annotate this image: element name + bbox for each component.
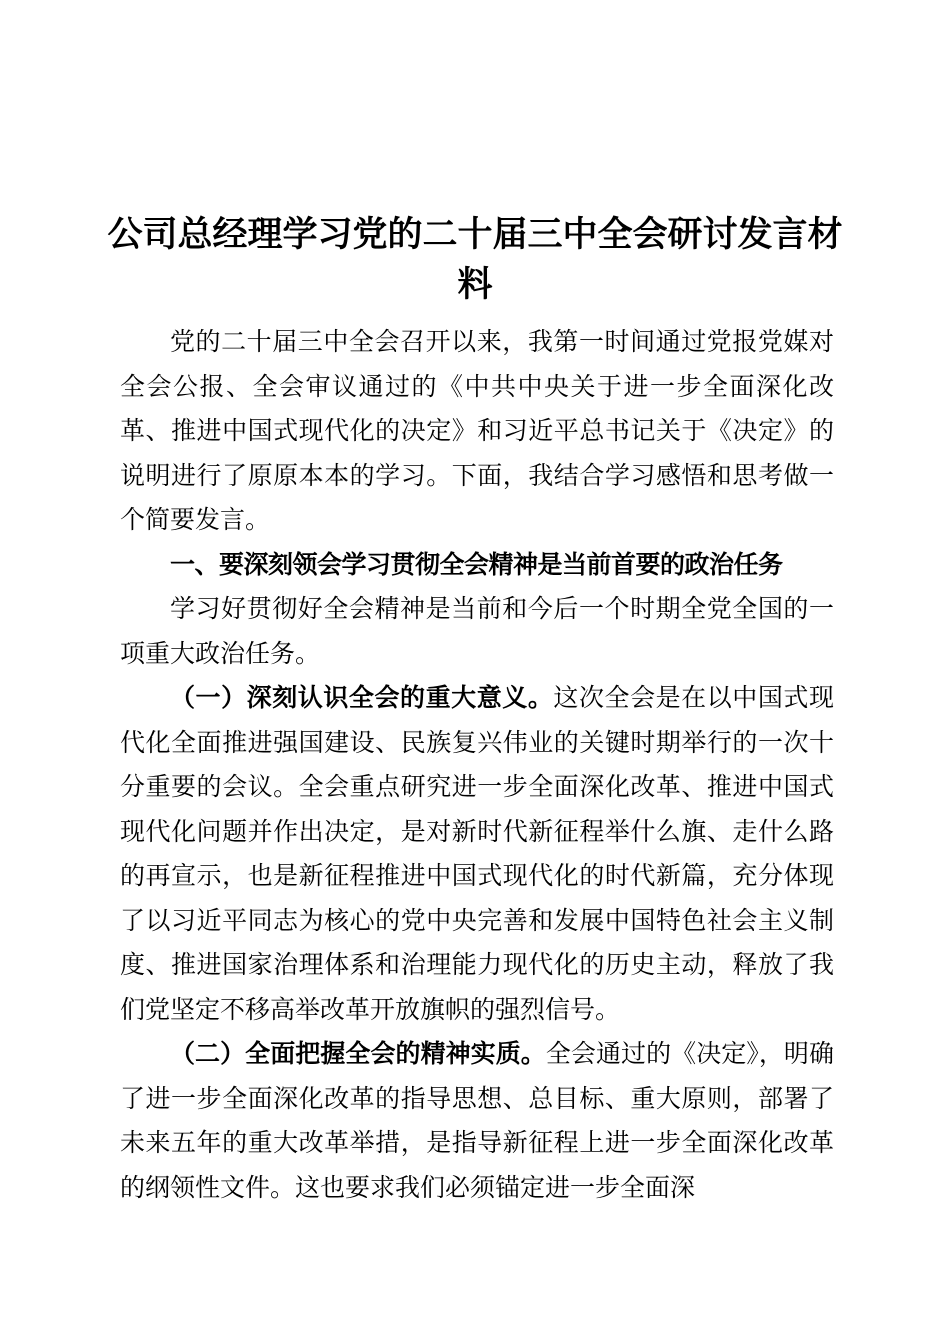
subsection-text-2: 全会通过的《决定》，明确了进一步全面深化改革的指导思想、总目标、重大原则，部署了未来五年的重大改革举措，是指导新征程上进一步全面深化改革的纲领性文件。这也要求我们必须锚定进一步全面深 (120, 1039, 834, 1202)
section-heading-1: 一、要深刻领会学习贯彻全会精神是当前首要的政治任务 (170, 549, 783, 579)
subsection-paragraph-2 (120, 1032, 834, 1210)
section-paragraph: 学习好贯彻好全会精神是当前和今后一个时期全党全国的一项重大政治任务。 (120, 594, 834, 668)
subsection-lead-1: （一）深刻认识全会的重大意义。 (170, 683, 554, 712)
document-title: 公司总经理学习党的二十届三中全会研讨发言材料 (107, 215, 843, 305)
document-body (120, 320, 834, 1210)
subsection-paragraph-1 (120, 676, 834, 1032)
subsection-lead-2: （二）全面把握全会的精神实质。 (170, 1039, 546, 1068)
intro-paragraph: 党的二十届三中全会召开以来，我第一时间通过党报党媒对全会公报、全会审议通过的《中共中央关于进一步全面深化改革、推进中国式现代化的决定》和习近平总书记关于《决定》的说明进行了原原本本的学习。下面，我结合学习感悟和思考做一个简要发言。 (120, 327, 834, 534)
subsection-text-1: 这次全会是在以中国式现代化全面推进强国建设、民族复兴伟业的关键时期举行的一次十分重要的会议。全会重点研究进一步全面深化改革、推进中国式现代化问题并作出决定，是对新时代新征程举什么旗、走什么路的再宣示，也是新征程推进中国式现代化的时代新篇，充分体现了以习近平同志为核心的党中央完善和发展中国特色社会主义制度、推进国家治理体系和治理能力现代化的历史主动，释放了我们党坚定不移高举改革开放旗帜的强烈信号。 (120, 683, 834, 1024)
